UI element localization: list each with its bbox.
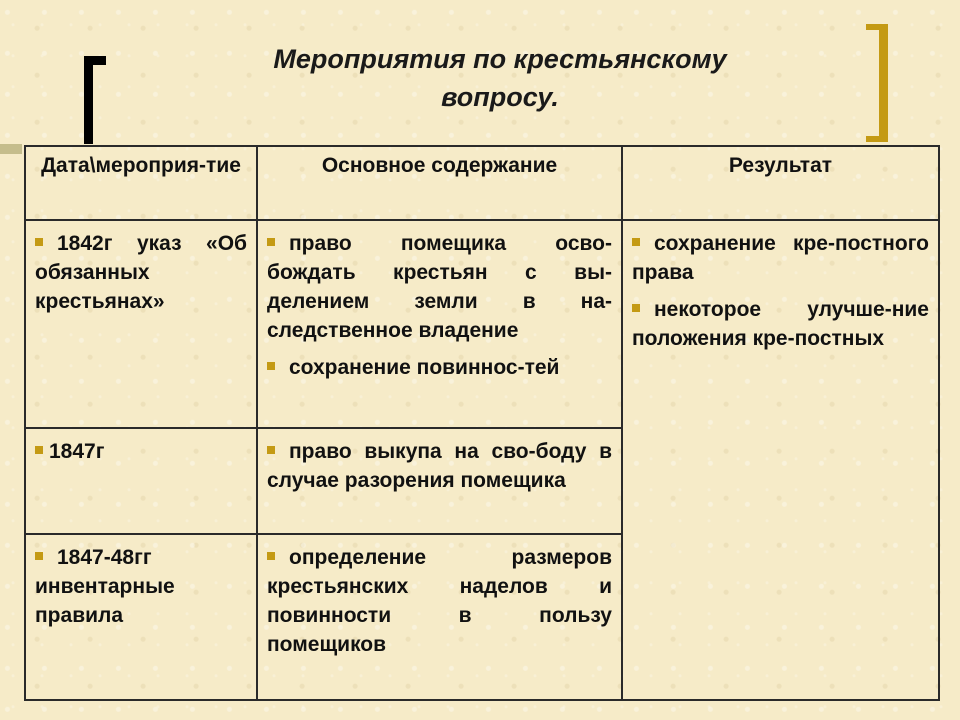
date-cell [25, 534, 257, 700]
table-header-row [25, 146, 939, 220]
date-text: 1842г указ «Об обязанных крестьянах» [35, 232, 247, 313]
header-result: Результат [622, 146, 939, 220]
content-cell [257, 428, 622, 534]
title-line-1: Мероприятия по крестьянскому [273, 44, 727, 74]
bullet-icon [267, 362, 275, 370]
content-cell [257, 534, 622, 700]
decorative-stripe [0, 144, 22, 154]
content-text: право помещика осво-бождать крестьян с вы-делением земли в на-следственное владение [267, 232, 612, 342]
content-text: сохранение повиннос-тей [289, 356, 560, 379]
bullet-icon [267, 446, 275, 454]
header-date: Дата\мероприя-тие [25, 146, 257, 220]
header-content: Основное содержание [257, 146, 622, 220]
date-text: 1847-48гг инвентарные правила [35, 546, 175, 627]
date-text: 1847г [49, 440, 105, 463]
bullet-icon [632, 304, 640, 312]
bullet-icon [35, 446, 43, 454]
bullet-icon [632, 238, 640, 246]
measures-table [24, 145, 940, 701]
page-title [200, 40, 800, 116]
content-text: право выкупа на сво-боду в случае разорения помещика [267, 440, 612, 492]
bullet-icon [35, 552, 43, 560]
content-cell [257, 220, 622, 428]
content-text: определение размеров крестьянских наделов и повинности в пользу помещиков [267, 546, 612, 656]
bullet-icon [35, 238, 43, 246]
result-cell [622, 220, 939, 700]
result-text: сохранение кре-постного права [632, 232, 929, 284]
bullet-icon [267, 238, 275, 246]
title-line-2: вопросу. [441, 82, 559, 112]
date-cell [25, 220, 257, 428]
bullet-icon [267, 552, 275, 560]
date-cell [25, 428, 257, 534]
left-bracket-decoration [84, 56, 106, 144]
table-row [25, 220, 939, 428]
result-text: некоторое улучше-ние положения кре-постных [632, 298, 929, 350]
right-bracket-decoration [866, 24, 888, 142]
